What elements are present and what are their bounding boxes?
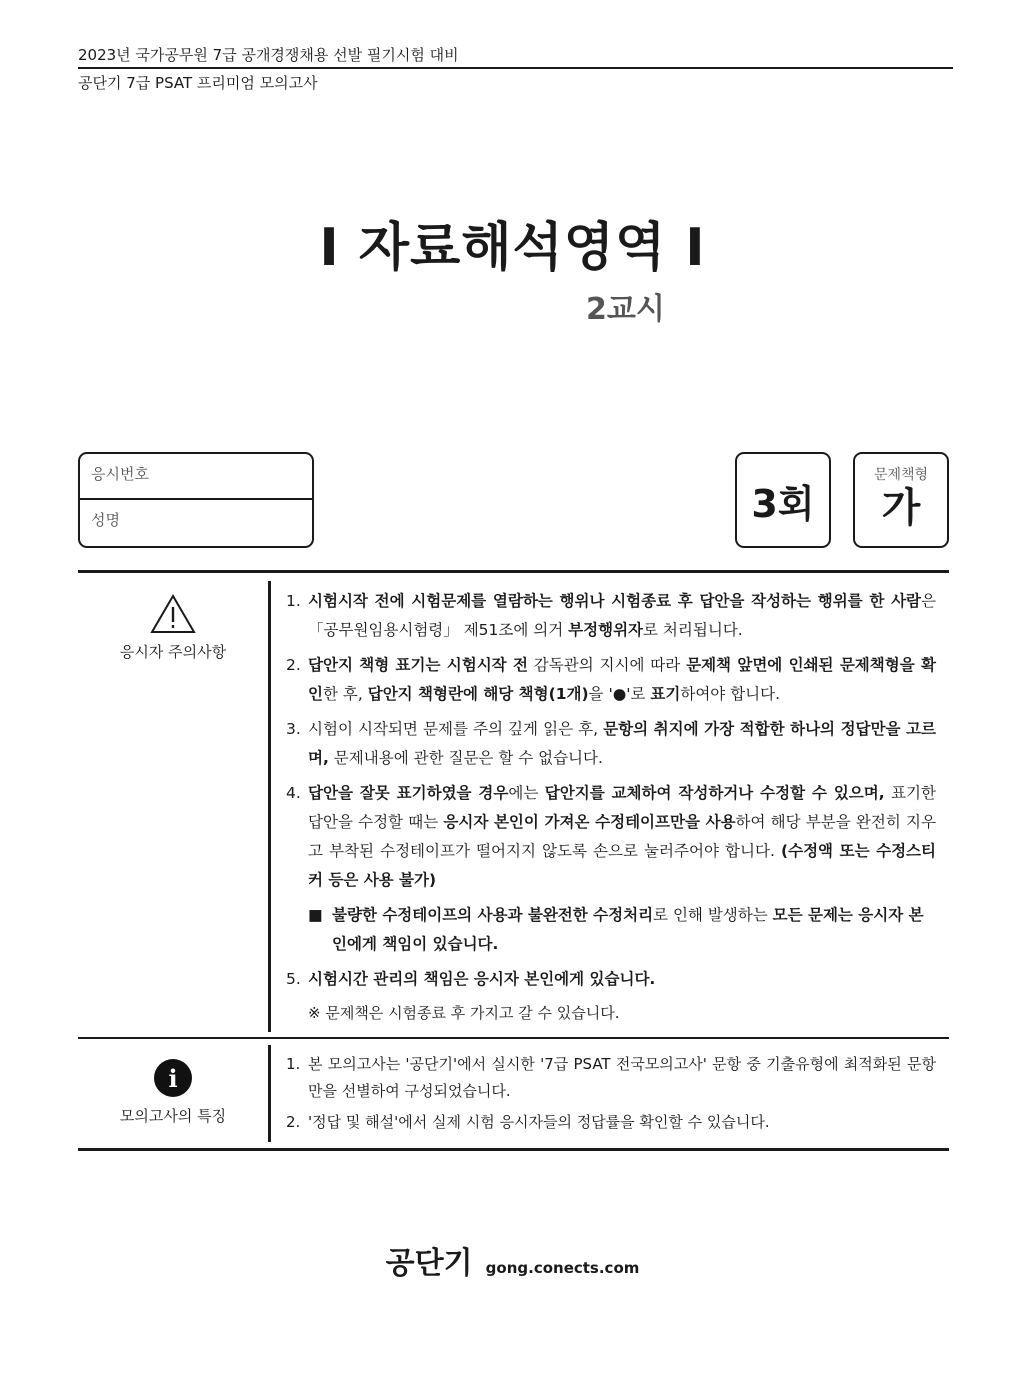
body-text: 하여야 합니다. — [680, 685, 781, 703]
feature-item — [286, 1051, 936, 1105]
body-text: 은 「공무원임용시험령」 제51조에 의거 — [308, 592, 936, 639]
notice-item-text — [308, 587, 936, 645]
emphasis-text: (수정액 또는 수정스티커 등은 사용 불가) — [308, 842, 937, 889]
emphasis-text: 표기 — [650, 685, 681, 703]
feature-item — [286, 1109, 936, 1136]
booklet-note: ※ 문제책은 시험종료 후 가지고 갈 수 있습니다. — [308, 1004, 620, 1022]
emphasis-text: 답안지 책형란에 해당 책형(1개) — [367, 685, 589, 703]
features-divider — [268, 1045, 271, 1142]
booklet-type-box — [853, 452, 949, 548]
body-text: 을 '●'로 — [588, 685, 651, 703]
round-box: 3회 — [735, 452, 831, 548]
body-text: 시험이 시작되면 문제를 주의 깊게 읽은 후, — [308, 720, 604, 738]
correction-warning-text — [332, 901, 936, 959]
feature-item-number: 1. — [286, 1055, 301, 1073]
notice-item — [286, 779, 936, 895]
notice-item-number: 2. — [286, 656, 301, 674]
header-rule — [78, 67, 953, 69]
booklet-type-value: 가 — [881, 485, 921, 531]
notice-list — [286, 587, 936, 1027]
emphasis-text: 문항의 취지에 가장 적합한 하나의 정답만을 고르며, — [308, 720, 936, 767]
notice-label-cell — [78, 573, 268, 1038]
body-text: 로 인해 발생하는 — [653, 906, 773, 924]
emphasis-text: 답안지를 교체하여 작성하거나 수정할 수 있으며, — [544, 784, 885, 802]
emphasis-text: 시험시작 전에 시험문제를 열람하는 행위나 시험종료 후 답안을 작성하는 행위를 한 사람 — [308, 592, 922, 610]
notice-item — [286, 715, 936, 773]
notice-item — [286, 587, 936, 645]
feature-item-text: '정답 및 해설'에서 실제 시험 응시자들의 정답률을 확인할 수 있습니다. — [308, 1113, 770, 1131]
features-section — [78, 1039, 949, 1151]
body-text: 하여 해당 부분을 완전히 지우고 부착된 수정테이프가 떨어지지 않도록 손으로 눌러주어야 합니다. — [308, 813, 936, 860]
emphasis-text: 답안지 책형 표기는 시험시작 전 — [308, 656, 528, 674]
features-label-cell — [78, 1039, 268, 1148]
period-label: 2교시 — [586, 292, 665, 327]
emphasis-text: 모든 문제는 응시자 본인에게 책임이 있습니다. — [332, 906, 924, 953]
notice-item-text — [308, 715, 936, 773]
square-bullet-icon: ■ — [308, 906, 323, 924]
features-caption: 모의고사의 특징 — [119, 1107, 227, 1125]
notice-item — [286, 965, 936, 994]
mock-exam-name: 공단기 7급 PSAT 프리미엄 모의고사 — [78, 74, 318, 92]
body-text: 한 후, — [322, 685, 368, 703]
name-field[interactable]: 성명 — [91, 511, 120, 529]
notice-item-number: 4. — [286, 784, 301, 802]
emphasis-text: 시험시간 관리의 책임은 응시자 본인에게 있습니다. — [308, 970, 656, 988]
notice-item — [286, 651, 936, 709]
correction-warning — [308, 901, 936, 959]
body-text: 문제내용에 관한 질문은 할 수 없습니다. — [328, 749, 603, 767]
notice-item-text — [308, 651, 936, 709]
warning-icon — [150, 593, 196, 635]
emphasis-text: 문제책 앞면에 인쇄된 문제책형을 확인 — [308, 656, 936, 703]
body-text: 표기한 답안을 수정할 때는 — [308, 784, 936, 831]
section-title: I 자료해석영역 I — [319, 218, 706, 278]
footer — [0, 1238, 1025, 1282]
emphasis-text: 부정행위자 — [568, 621, 644, 639]
booklet-type-label: 문제책형 — [873, 467, 929, 483]
notice-item-text — [308, 965, 936, 994]
features-list — [286, 1051, 936, 1140]
feature-item-text: 본 모의고사는 '공단기'에서 실시한 '7급 PSAT 전국모의고사' 문항 중 기출유형에 최적화된 문항만을 선별하여 구성되었습니다. — [308, 1055, 936, 1100]
header — [78, 44, 953, 93]
notice-item-number: 3. — [286, 720, 301, 738]
notice-item-number: 1. — [286, 592, 301, 610]
feature-item-number: 2. — [286, 1113, 301, 1131]
body-text: 감독관의 지시에 따라 — [527, 656, 687, 674]
body-text: 에는 — [508, 784, 545, 802]
notice-item-text — [308, 779, 936, 895]
notice-section — [78, 570, 949, 1038]
notice-divider — [268, 581, 271, 1032]
brand-logo: 공단기 — [385, 1246, 473, 1281]
site-url[interactable]: gong.conects.com — [485, 1259, 640, 1277]
emphasis-text: 응시자 본인이 가져온 수정테이프만을 사용 — [443, 813, 736, 831]
notice-item-number: 5. — [286, 970, 301, 988]
examinee-id-box — [78, 452, 314, 548]
exam-number-field[interactable]: 응시번호 — [80, 454, 312, 500]
body-text: 로 처리됩니다. — [643, 621, 743, 639]
emphasis-text: 답안을 잘못 표기하였을 경우 — [308, 784, 509, 802]
info-icon: i — [154, 1059, 192, 1097]
exam-subtitle: 2023년 국가공무원 7급 공개경쟁채용 선발 필기시험 대비 — [78, 46, 459, 64]
emphasis-text: 불량한 수정테이프의 사용과 불완전한 수정처리 — [332, 906, 654, 924]
notice-caption: 응시자 주의사항 — [119, 643, 227, 661]
